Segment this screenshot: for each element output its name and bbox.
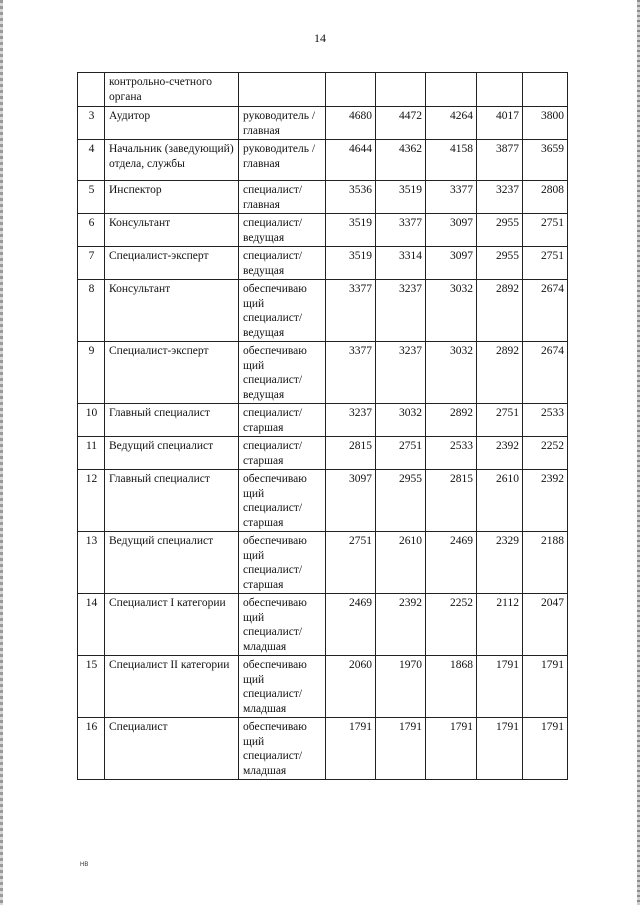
cell-salary-3: 3032 xyxy=(426,280,477,342)
cell-salary-1: 2751 xyxy=(326,532,376,594)
cell-position-title: Главный специалист xyxy=(105,470,239,532)
cell-salary-1: 3237 xyxy=(326,404,376,437)
footer-mark: HB xyxy=(80,862,89,868)
cell-position-title: Ведущий специалист xyxy=(105,437,239,470)
table-row xyxy=(78,214,568,247)
cell-salary-4: 2955 xyxy=(477,247,523,280)
cell-num: 10 xyxy=(78,404,105,437)
cell-position-title: Специалист-эксперт xyxy=(105,342,239,404)
cell-salary-1: 3519 xyxy=(326,247,376,280)
cell-salary-2: 1791 xyxy=(376,718,426,780)
cell-salary-4: 2329 xyxy=(477,532,523,594)
cell-num: 5 xyxy=(78,181,105,214)
cell-salary-5: 2188 xyxy=(523,532,568,594)
cell-salary-2: 2751 xyxy=(376,437,426,470)
cell-salary-5: 2751 xyxy=(523,247,568,280)
table-row xyxy=(78,594,568,656)
cell-salary-4: 1791 xyxy=(477,718,523,780)
cell-position-title: Ведущий специалист xyxy=(105,532,239,594)
cell-salary-5: 1791 xyxy=(523,718,568,780)
cell-num: 6 xyxy=(78,214,105,247)
cell-salary-4 xyxy=(477,73,523,107)
table-row xyxy=(78,437,568,470)
cell-salary-4: 2892 xyxy=(477,280,523,342)
cell-position-title: Начальник (заведующий) отдела, службы xyxy=(105,140,239,181)
table-row xyxy=(78,107,568,140)
cell-num: 3 xyxy=(78,107,105,140)
cell-salary-4: 1791 xyxy=(477,656,523,718)
cell-salary-5: 3800 xyxy=(523,107,568,140)
cell-salary-3: 2469 xyxy=(426,532,477,594)
cell-salary-3: 2533 xyxy=(426,437,477,470)
cell-salary-5: 1791 xyxy=(523,656,568,718)
cell-salary-1: 3377 xyxy=(326,280,376,342)
cell-salary-3: 3097 xyxy=(426,214,477,247)
cell-salary-2: 3314 xyxy=(376,247,426,280)
cell-position-group: специалист/ главная xyxy=(239,181,326,214)
cell-salary-2: 4362 xyxy=(376,140,426,181)
cell-salary-4: 2610 xyxy=(477,470,523,532)
cell-position-title: контрольно-счетного органа xyxy=(105,73,239,107)
cell-salary-2: 2955 xyxy=(376,470,426,532)
cell-num: 15 xyxy=(78,656,105,718)
cell-salary-3: 1868 xyxy=(426,656,477,718)
cell-position-group: обеспечиваю щий специалист/ ведущая xyxy=(239,280,326,342)
cell-salary-1: 4680 xyxy=(326,107,376,140)
cell-salary-3: 1791 xyxy=(426,718,477,780)
cell-salary-2: 4472 xyxy=(376,107,426,140)
cell-salary-5: 2047 xyxy=(523,594,568,656)
cell-salary-5: 2252 xyxy=(523,437,568,470)
cell-salary-3: 2252 xyxy=(426,594,477,656)
cell-salary-3 xyxy=(426,73,477,107)
cell-salary-2: 2610 xyxy=(376,532,426,594)
cell-salary-2: 3519 xyxy=(376,181,426,214)
cell-position-group: обеспечиваю щий специалист/ младшая xyxy=(239,656,326,718)
table-row xyxy=(78,342,568,404)
cell-salary-2: 3237 xyxy=(376,342,426,404)
cell-salary-5: 2751 xyxy=(523,214,568,247)
cell-salary-2: 3377 xyxy=(376,214,426,247)
cell-salary-4: 4017 xyxy=(477,107,523,140)
cell-position-group: специалист/ ведущая xyxy=(239,247,326,280)
cell-salary-3: 2815 xyxy=(426,470,477,532)
cell-salary-3: 4158 xyxy=(426,140,477,181)
cell-position-title: Специалист II категории xyxy=(105,656,239,718)
cell-salary-1: 3377 xyxy=(326,342,376,404)
cell-salary-1 xyxy=(326,73,376,107)
cell-salary-5 xyxy=(523,73,568,107)
cell-salary-3: 4264 xyxy=(426,107,477,140)
cell-salary-1: 2469 xyxy=(326,594,376,656)
cell-num: 8 xyxy=(78,280,105,342)
table-row xyxy=(78,280,568,342)
cell-position-group: специалист/ старшая xyxy=(239,404,326,437)
cell-salary-4: 2892 xyxy=(477,342,523,404)
cell-salary-2: 1970 xyxy=(376,656,426,718)
cell-salary-1: 2815 xyxy=(326,437,376,470)
table-row xyxy=(78,656,568,718)
cell-position-title: Специалист xyxy=(105,718,239,780)
cell-position-group xyxy=(239,73,326,107)
page-number: 14 xyxy=(314,31,326,45)
table-row xyxy=(78,181,568,214)
cell-position-group: обеспечиваю щий специалист/ младшая xyxy=(239,718,326,780)
cell-position-group: обеспечиваю щий специалист/ старшая xyxy=(239,532,326,594)
cell-salary-4: 2112 xyxy=(477,594,523,656)
cell-position-title: Главный специалист xyxy=(105,404,239,437)
cell-salary-5: 3659 xyxy=(523,140,568,181)
cell-position-group: специалист/ ведущая xyxy=(239,214,326,247)
cell-salary-4: 2392 xyxy=(477,437,523,470)
table-row xyxy=(78,140,568,181)
cell-salary-5: 2808 xyxy=(523,181,568,214)
cell-salary-2: 2392 xyxy=(376,594,426,656)
cell-salary-5: 2392 xyxy=(523,470,568,532)
cell-salary-1: 2060 xyxy=(326,656,376,718)
cell-position-title: Аудитор xyxy=(105,107,239,140)
table-body xyxy=(78,73,568,780)
cell-position-title: Специалист-эксперт xyxy=(105,247,239,280)
cell-salary-4: 3877 xyxy=(477,140,523,181)
cell-salary-1: 3536 xyxy=(326,181,376,214)
cell-position-group: руководитель /главная xyxy=(239,140,326,181)
cell-salary-4: 2955 xyxy=(477,214,523,247)
table-row-continuation xyxy=(78,73,568,107)
cell-salary-4: 3237 xyxy=(477,181,523,214)
cell-salary-3: 3377 xyxy=(426,181,477,214)
cell-num: 11 xyxy=(78,437,105,470)
cell-position-title: Специалист I категории xyxy=(105,594,239,656)
cell-salary-2 xyxy=(376,73,426,107)
cell-position-title: Консультант xyxy=(105,214,239,247)
cell-num xyxy=(78,73,105,107)
cell-num: 13 xyxy=(78,532,105,594)
cell-position-group: специалист/ старшая xyxy=(239,437,326,470)
table-row xyxy=(78,404,568,437)
cell-salary-1: 3097 xyxy=(326,470,376,532)
table-row xyxy=(78,247,568,280)
cell-salary-5: 2674 xyxy=(523,342,568,404)
cell-salary-3: 2892 xyxy=(426,404,477,437)
cell-salary-1: 4644 xyxy=(326,140,376,181)
cell-num: 14 xyxy=(78,594,105,656)
cell-salary-2: 3237 xyxy=(376,280,426,342)
cell-salary-2: 3032 xyxy=(376,404,426,437)
table-row xyxy=(78,718,568,780)
cell-salary-1: 3519 xyxy=(326,214,376,247)
table-row xyxy=(78,470,568,532)
cell-salary-4: 2751 xyxy=(477,404,523,437)
cell-position-title: Консультант xyxy=(105,280,239,342)
cell-position-group: обеспечиваю щий специалист/ старшая xyxy=(239,470,326,532)
cell-position-title: Инспектор xyxy=(105,181,239,214)
cell-num: 16 xyxy=(78,718,105,780)
cell-num: 7 xyxy=(78,247,105,280)
cell-salary-5: 2674 xyxy=(523,280,568,342)
cell-position-group: руководитель /главная xyxy=(239,107,326,140)
cell-salary-3: 3097 xyxy=(426,247,477,280)
cell-position-group: обеспечиваю щий специалист/ ведущая xyxy=(239,342,326,404)
table-row xyxy=(78,532,568,594)
scan-edge-left xyxy=(0,0,3,905)
cell-position-group: обеспечиваю щий специалист/ младшая xyxy=(239,594,326,656)
cell-salary-1: 1791 xyxy=(326,718,376,780)
cell-salary-5: 2533 xyxy=(523,404,568,437)
cell-num: 4 xyxy=(78,140,105,181)
salary-table xyxy=(77,72,568,780)
cell-num: 12 xyxy=(78,470,105,532)
cell-num: 9 xyxy=(78,342,105,404)
cell-salary-3: 3032 xyxy=(426,342,477,404)
